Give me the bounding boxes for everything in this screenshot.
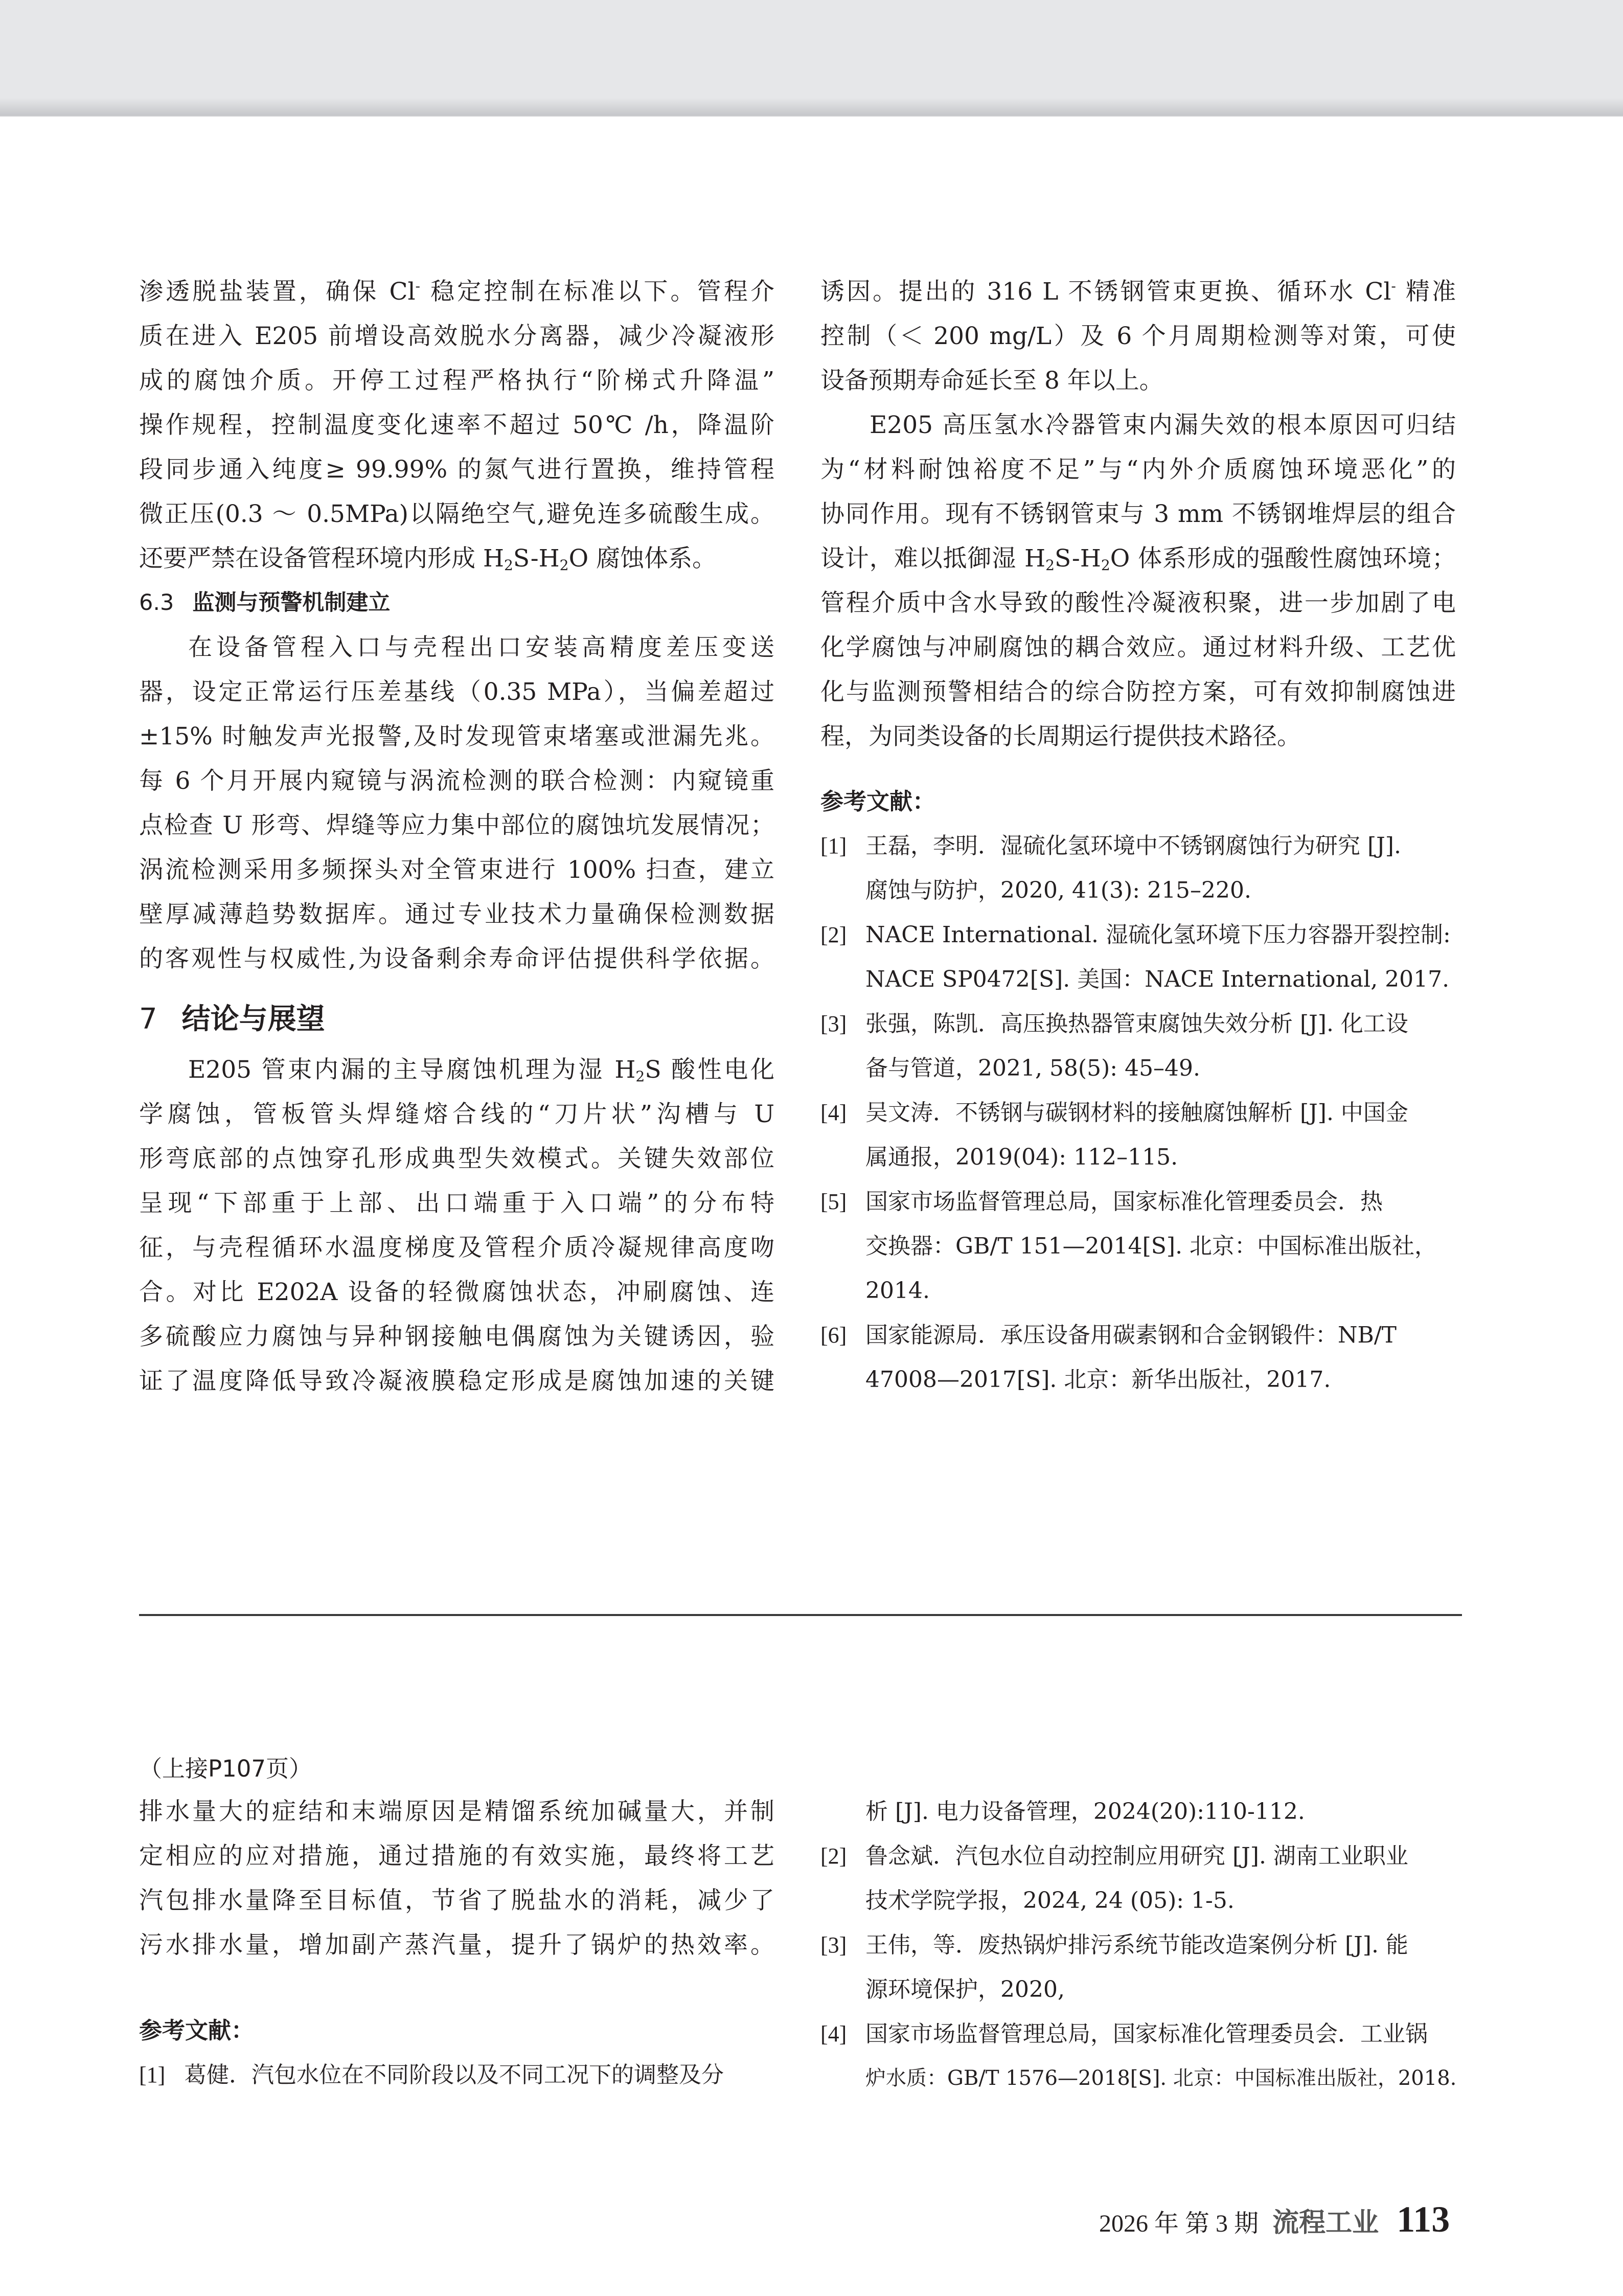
body-line: 程，为同类设备的长周期运行提供技术路径。 xyxy=(820,722,1301,751)
reference-item: [3] 张强，陈凯．高压换热器管束腐蚀失效分析 [J]. 化工设 备与管道，2021, 58(5): 45–49. xyxy=(820,1011,1408,1081)
body-line: E205 高压氢水冷器管束内漏失效的根本原因可归结 xyxy=(870,411,1456,439)
body-line: 渗透脱盐装置，确保 Cl- 稳定控制在标准以下。管程介 xyxy=(139,278,774,306)
body-line: 证了温度降低导致冷凝液膜稳定形成是腐蚀加速的关键 xyxy=(139,1367,774,1395)
body-line: 合。对比 E202A 设备的轻微腐蚀状态，冲刷腐蚀、连 xyxy=(139,1278,774,1306)
body-line: 征，与壳程循环水温度梯度及管程介质冷凝规律高度吻 xyxy=(139,1234,774,1262)
section-heading-7: 7 结论与展望 xyxy=(139,1003,325,1036)
body-line: 壁厚减薄趋势数据库。通过专业技术力量确保检测数据 xyxy=(139,900,774,928)
body-line: 点检查 U 形弯、焊缝等应力集中部位的腐蚀坑发展情况； xyxy=(139,811,774,839)
page-number: 113 xyxy=(1397,2199,1450,2240)
reference-item-continued: 析 [J]. 电力设备管理，2024(20):110-112. xyxy=(865,1799,1305,1825)
viewer-top-bar xyxy=(0,0,1623,117)
reference-item: [3] 王伟，等．废热锅炉排污系统节能改造案例分析 [J]. 能 源环境保护，2020, xyxy=(820,1932,1408,2003)
body-line: 控制（＜ 200 mg/L）及 6 个月周期检测等对策，可使 xyxy=(820,322,1456,350)
lower-left-column xyxy=(139,1748,774,2097)
body-line: 管程介质中含水导致的酸性冷凝液积聚，进一步加剧了电 xyxy=(820,589,1456,617)
body-line: 涡流检测采用多频探头对全管束进行 100% 扫查，建立 xyxy=(139,856,774,884)
body-line: 学腐蚀，管板管头焊缝熔合线的“刀片状”沟槽与 U xyxy=(139,1100,774,1128)
reference-item: [4] 国家市场监督管理总局，国家标准化管理委员会．工业锅 炉水质：GB/T 1576—2018[S]. 北京：中国标准出版社，2018. xyxy=(820,2021,1457,2090)
reference-item: [4] 吴文涛．不锈钢与碳钢材料的接触腐蚀解析 [J]. 中国金 属通报，2019(04): 112–115. xyxy=(820,1100,1408,1170)
body-line: 段同步通入纯度≥ 99.99% 的氮气进行置换，维持管程 xyxy=(139,456,774,484)
body-line: 化与监测预警相结合的综合防控方案，可有效抑制腐蚀进 xyxy=(820,678,1456,706)
body-line: 在设备管程入口与壳程出口安装高精度差压变送 xyxy=(188,633,774,662)
body-line: 成的腐蚀介质。开停工过程严格执行“阶梯式升降温” xyxy=(139,367,774,395)
references-heading: 参考文献： xyxy=(820,788,936,815)
lower-right-column xyxy=(820,1789,1456,2101)
journal-name: 流程工业 xyxy=(1272,2207,1379,2238)
body-line: 汽包排水量降至目标值，节省了脱盐水的消耗，减少了 xyxy=(139,1886,774,1915)
body-line: 排水量大的症结和末端原因是精馏系统加碱量大，并制 xyxy=(139,1798,774,1826)
reference-item: [6] 国家能源局．承压设备用碳素钢和合金钢锻件：NB/T 47008—2017[S]. 北京：新华出版社，2017. xyxy=(820,1322,1397,1393)
body-line: 协同作用。现有不锈钢管束与 3 mm 不锈钢堆焊层的组合 xyxy=(820,500,1456,528)
reference-item: [1] 王磊，李明．湿硫化氢环境中不锈钢腐蚀行为研究 [J]. 腐蚀与防护，2020, 41(3): 215–220. xyxy=(820,833,1401,903)
reference-item: [2] 鲁念斌．汽包水位自动控制应用研究 [J]. 湖南工业职业 技术学院学报，2024, 24 (05): 1-5. xyxy=(820,1843,1408,1914)
reference-item: [2] NACE International. 湿硫化氢环境下压力容器开裂控制: NACE SP0472[S]. 美国：NACE International, 2017. xyxy=(820,922,1451,992)
upper-right-column xyxy=(820,269,1456,1402)
body-line: 定相应的应对措施，通过措施的有效实施，最终将工艺 xyxy=(139,1842,774,1870)
references-heading: 参考文献： xyxy=(139,2017,255,2044)
body-line: 化学腐蚀与冲刷腐蚀的耦合效应。通过材料升级、工艺优 xyxy=(820,633,1456,662)
body-line: 设备预期寿命延长至 8 年以上。 xyxy=(820,367,1163,395)
body-line: 器，设定正常运行压差基线（0.35 MPa），当偏差超过 xyxy=(139,678,774,706)
section-divider xyxy=(139,1614,1462,1616)
body-line: 每 6 个月开展内窥镜与涡流检测的联合检测：内窥镜重 xyxy=(139,767,774,795)
issue-label: 2026 年 第 3 期 xyxy=(1099,2210,1259,2237)
body-line: 还要严禁在设备管程环境内形成 $H_2S-H_2O$ 腐蚀体系。 xyxy=(139,544,717,574)
continued-from-label: （上接P107页） xyxy=(139,1755,312,1782)
body-line: 操作规程，控制温度变化速率不超过 50℃ /h，降温阶 xyxy=(139,411,774,439)
body-line: 的客观性与权威性,为设备剩余寿命评估提供科学依据。 xyxy=(139,945,774,973)
body-line: E205 管束内漏的主导腐蚀机理为湿 $H_2S$ 酸性电化 xyxy=(188,1056,774,1085)
section-heading-6-3: 6.3 监测与预警机制建立 xyxy=(139,590,391,616)
body-line: 为“材料耐蚀裕度不足”与“内外介质腐蚀环境恶化”的 xyxy=(820,456,1456,484)
body-line: 设计，难以抵御湿 $H_2S-H_2O$ 体系形成的强酸性腐蚀环境； xyxy=(820,544,1456,574)
body-line: 呈现“下部重于上部、出口端重于入口端”的分布特 xyxy=(139,1189,774,1217)
body-line: 污水排水量，增加副产蒸汽量，提升了锅炉的热效率。 xyxy=(139,1931,774,1959)
body-line: 诱因。提出的 316 L 不锈钢管束更换、循环水 Cl- 精准 xyxy=(820,278,1456,306)
body-line: 多硫酸应力腐蚀与异种钢接触电偶腐蚀为关键诱因，验 xyxy=(139,1323,774,1351)
page-footer xyxy=(1099,2198,1518,2244)
reference-item: [5] 国家市场监督管理总局，国家标准化管理委员会．热 交换器：GB/T 151—2014[S]. 北京：中国标准出版社， 2014. xyxy=(820,1189,1437,1304)
body-line: 形弯底部的点蚀穿孔形成典型失效模式。关键失效部位 xyxy=(139,1145,774,1173)
body-line: 微正压(0.3 ～ 0.5MPa)以隔绝空气,避免连多硫酸生成。 xyxy=(139,500,774,528)
body-line: 质在进入 E205 前增设高效脱水分离器，减少冷凝液形 xyxy=(139,322,774,350)
reference-item: [1] 葛健．汽包水位在不同阶段以及不同工况下的调整及分 xyxy=(139,2062,724,2088)
upper-left-column xyxy=(139,269,774,1403)
body-line: ±15% 时触发声光报警,及时发现管束堵塞或泄漏先兆。 xyxy=(139,722,774,751)
